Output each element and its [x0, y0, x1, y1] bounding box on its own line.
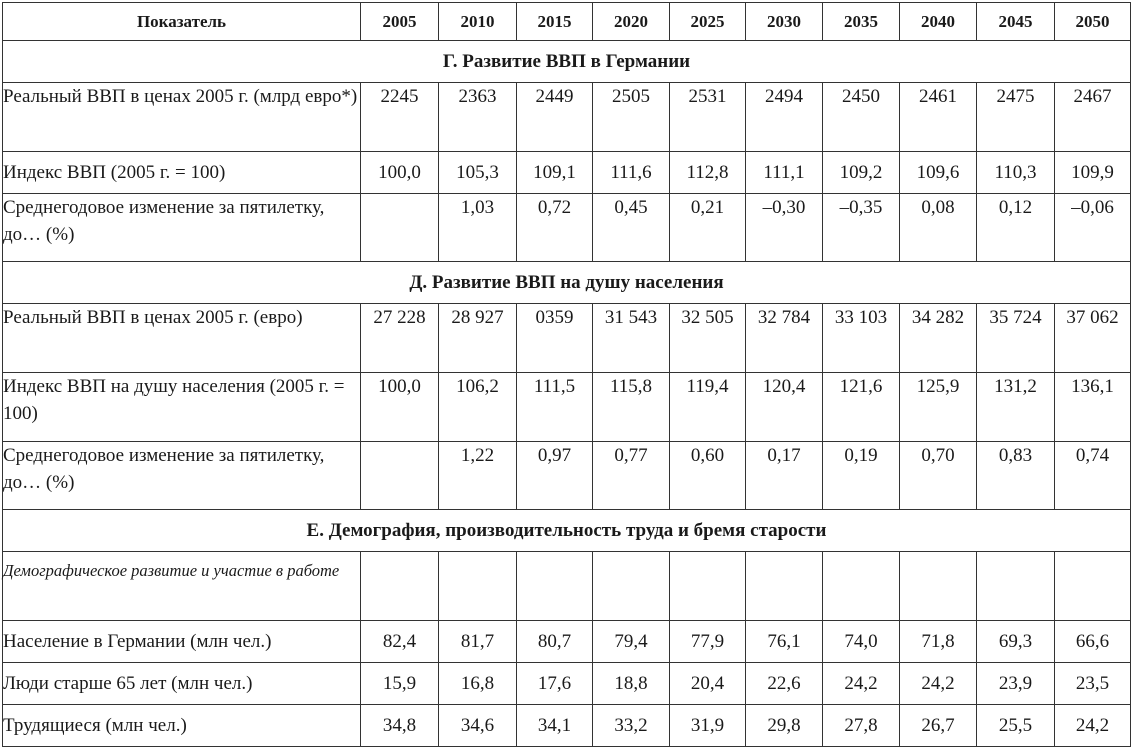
cell: 109,2 — [823, 152, 900, 194]
cell: 2494 — [746, 83, 823, 152]
cell: 82,4 — [361, 621, 439, 663]
cell: 32 505 — [670, 304, 746, 373]
cell: 34,1 — [517, 705, 593, 747]
cell: 27,8 — [823, 705, 900, 747]
table-row — [3, 194, 1131, 262]
cell: 0,70 — [900, 442, 977, 510]
cell: 0,19 — [823, 442, 900, 510]
header-year: 2005 — [361, 3, 439, 41]
cell: 106,2 — [439, 373, 517, 442]
cell — [746, 552, 823, 621]
cell: 112,8 — [670, 152, 746, 194]
cell: 0,83 — [977, 442, 1055, 510]
cell: 109,1 — [517, 152, 593, 194]
cell: 125,9 — [900, 373, 977, 442]
row-label: Трудящиеся (млн чел.) — [3, 705, 361, 747]
cell: 24,2 — [1055, 705, 1131, 747]
cell: 1,22 — [439, 442, 517, 510]
cell: 23,9 — [977, 663, 1055, 705]
cell: 131,2 — [977, 373, 1055, 442]
cell: 35 724 — [977, 304, 1055, 373]
cell: 66,6 — [1055, 621, 1131, 663]
row-label: Индекс ВВП на душу населения (2005 г. = 100) — [3, 373, 361, 442]
cell: 22,6 — [746, 663, 823, 705]
header-row — [3, 3, 1131, 41]
cell — [1055, 552, 1131, 621]
cell: 18,8 — [593, 663, 670, 705]
table-row — [3, 663, 1131, 705]
gdp-demography-table — [2, 2, 1131, 747]
table-row — [3, 442, 1131, 510]
cell: 100,0 — [361, 373, 439, 442]
table-row — [3, 152, 1131, 194]
cell: 111,1 — [746, 152, 823, 194]
cell: 105,3 — [439, 152, 517, 194]
cell: 33,2 — [593, 705, 670, 747]
cell: 120,4 — [746, 373, 823, 442]
cell: 119,4 — [670, 373, 746, 442]
cell: 20,4 — [670, 663, 746, 705]
section-title-d: Д. Развитие ВВП на душу населения — [3, 262, 1131, 304]
subheading-row — [3, 552, 1131, 621]
cell: 79,4 — [593, 621, 670, 663]
header-year: 2010 — [439, 3, 517, 41]
cell — [439, 552, 517, 621]
cell: 0,08 — [900, 194, 977, 262]
cell: 32 784 — [746, 304, 823, 373]
cell: 31 543 — [593, 304, 670, 373]
section-heading-row — [3, 41, 1131, 83]
cell: 71,8 — [900, 621, 977, 663]
cell: 0,74 — [1055, 442, 1131, 510]
cell: 2245 — [361, 83, 439, 152]
cell: 111,5 — [517, 373, 593, 442]
cell: 121,6 — [823, 373, 900, 442]
cell: 34 282 — [900, 304, 977, 373]
cell — [823, 552, 900, 621]
cell — [517, 552, 593, 621]
cell: 0,97 — [517, 442, 593, 510]
cell: 2363 — [439, 83, 517, 152]
section-heading-row — [3, 262, 1131, 304]
cell: 2450 — [823, 83, 900, 152]
header-year: 2020 — [593, 3, 670, 41]
cell — [361, 194, 439, 262]
cell: 27 228 — [361, 304, 439, 373]
cell: 2449 — [517, 83, 593, 152]
cell: 109,9 — [1055, 152, 1131, 194]
header-year: 2040 — [900, 3, 977, 41]
cell: 69,3 — [977, 621, 1055, 663]
table-row — [3, 621, 1131, 663]
cell — [670, 552, 746, 621]
cell: 0,77 — [593, 442, 670, 510]
cell: 76,1 — [746, 621, 823, 663]
cell: 0,21 — [670, 194, 746, 262]
header-year: 2030 — [746, 3, 823, 41]
cell: 109,6 — [900, 152, 977, 194]
subheading-label: Демографическое развитие и участие в работе — [3, 552, 361, 621]
cell: –0,06 — [1055, 194, 1131, 262]
cell — [361, 552, 439, 621]
cell: –0,30 — [746, 194, 823, 262]
cell: 111,6 — [593, 152, 670, 194]
cell: 24,2 — [823, 663, 900, 705]
cell: 37 062 — [1055, 304, 1131, 373]
cell: 15,9 — [361, 663, 439, 705]
cell — [593, 552, 670, 621]
cell: 34,8 — [361, 705, 439, 747]
cell: 110,3 — [977, 152, 1055, 194]
cell: 23,5 — [1055, 663, 1131, 705]
cell: 81,7 — [439, 621, 517, 663]
cell: 16,8 — [439, 663, 517, 705]
cell: 31,9 — [670, 705, 746, 747]
cell: 100,0 — [361, 152, 439, 194]
cell: 29,8 — [746, 705, 823, 747]
table-row — [3, 83, 1131, 152]
cell: 2475 — [977, 83, 1055, 152]
cell: 28 927 — [439, 304, 517, 373]
cell: 25,5 — [977, 705, 1055, 747]
cell: 17,6 — [517, 663, 593, 705]
cell — [977, 552, 1055, 621]
cell — [900, 552, 977, 621]
header-label: Показатель — [3, 3, 361, 41]
cell: 2505 — [593, 83, 670, 152]
cell: 136,1 — [1055, 373, 1131, 442]
header-year: 2045 — [977, 3, 1055, 41]
row-label: Реальный ВВП в ценах 2005 г. (евро) — [3, 304, 361, 373]
cell: 1,03 — [439, 194, 517, 262]
row-label: Среднегодовое изменение за пятилетку, до… (%) — [3, 194, 361, 262]
cell — [361, 442, 439, 510]
row-label: Индекс ВВП (2005 г. = 100) — [3, 152, 361, 194]
cell: 0,72 — [517, 194, 593, 262]
section-title-e: Е. Демография, производительность труда и бремя старости — [3, 510, 1131, 552]
header-year: 2050 — [1055, 3, 1131, 41]
section-title-g: Г. Развитие ВВП в Германии — [3, 41, 1131, 83]
table-row — [3, 304, 1131, 373]
row-label: Реальный ВВП в ценах 2005 г. (млрд евро*) — [3, 83, 361, 152]
cell: 0,17 — [746, 442, 823, 510]
cell: 2461 — [900, 83, 977, 152]
row-label: Население в Германии (млн чел.) — [3, 621, 361, 663]
table-row — [3, 705, 1131, 747]
cell: 24,2 — [900, 663, 977, 705]
cell: –0,35 — [823, 194, 900, 262]
row-label: Среднегодовое изменение за пятилетку, до… (%) — [3, 442, 361, 510]
section-heading-row — [3, 510, 1131, 552]
cell: 0,45 — [593, 194, 670, 262]
header-year: 2025 — [670, 3, 746, 41]
header-year: 2015 — [517, 3, 593, 41]
cell: 2531 — [670, 83, 746, 152]
cell: 77,9 — [670, 621, 746, 663]
cell: 26,7 — [900, 705, 977, 747]
cell: 0359 — [517, 304, 593, 373]
cell: 115,8 — [593, 373, 670, 442]
table-row — [3, 373, 1131, 442]
cell: 74,0 — [823, 621, 900, 663]
cell: 80,7 — [517, 621, 593, 663]
header-year: 2035 — [823, 3, 900, 41]
cell: 34,6 — [439, 705, 517, 747]
cell: 33 103 — [823, 304, 900, 373]
cell: 2467 — [1055, 83, 1131, 152]
cell: 0,12 — [977, 194, 1055, 262]
row-label: Люди старше 65 лет (млн чел.) — [3, 663, 361, 705]
cell: 0,60 — [670, 442, 746, 510]
